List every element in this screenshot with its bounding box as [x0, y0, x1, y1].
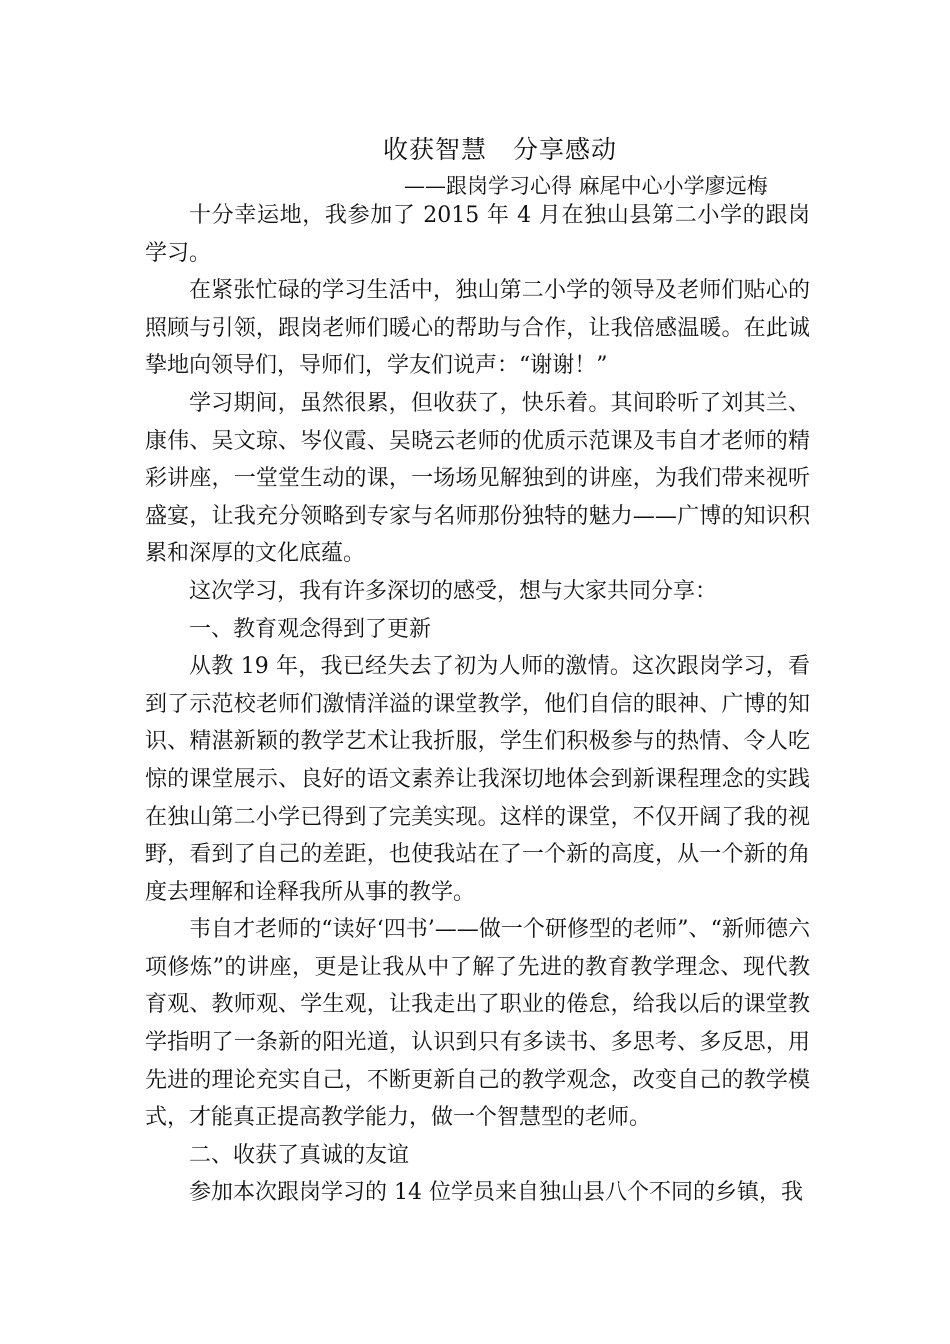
paragraph: 韦自才老师的“读好‘四书’——做一个研修型的老师”、“新师德六项修炼”的讲座，更是让我从中了解了先进的教育教学理念、现代教育观、教师观、学生观，让我走出了职业的倦怠，给我以后的课堂教学指明了一条新的阳光道，认识到只有多读书、多思考、多反思，用先进的理论充实自己，不断更新自己的教学观念，改变自己的教学模式，才能真正提高教学能力，做一个智慧型的老师。 — [145, 917, 810, 1131]
document-title: 收获智慧 分享感动 — [382, 135, 617, 164]
paragraph: 参加本次跟岗学习的 14 位学员来自独山县八个不同的乡镇，我 — [189, 1180, 803, 1206]
paragraph: 这次学习，我有许多深切的感受，想与大家共同分享： — [189, 578, 718, 604]
paragraph: 从教 19 年，我已经失去了初为人师的激情。这次跟岗学习，看到了示范校老师们激情洋溢的课堂教学，他们自信的眼神、广博的知识、精湛新颖的教学艺术让我折服，学生们积极参与的热情、令人吃惊的课堂展示、良好的语文素养让我深切地体会到新课程理念的实践在独山第二小学已得到了完美实现。这样的课堂，不仅开阔了我的视野，看到了自己的差距，也使我站在了一个新的高度，从一个新的角度去理解和诠释我所从事的教学。 — [145, 654, 810, 905]
section-heading: 一、教育观念得到了更新 — [189, 616, 432, 642]
paragraph: 在紧张忙碌的学习生活中，独山第二小学的领导及老师们贴心的照顾与引领，跟岗老师们暖心的帮助与合作，让我倍感温暖。在此诚挚地向领导们，导师们，学友们说声：“谢谢！” — [145, 278, 810, 379]
document-subtitle: ——跟岗学习心得 麻尾中心小学廖远梅 — [404, 174, 768, 198]
paragraph: 十分幸运地，我参加了 2015 年 4 月在独山县第二小学的跟岗学习。 — [145, 203, 810, 266]
section-heading: 二、收获了真诚的友谊 — [189, 1142, 410, 1168]
document-body — [145, 197, 810, 1212]
paragraph: 学习期间，虽然很累，但收获了，快乐着。其间聆听了刘其兰、康伟、吴文琼、岑仪霞、吴晓云老师的优质示范课及韦自才老师的精彩讲座，一堂堂生动的课，一场场见解独到的讲座，为我们带来视听盛宴，让我充分领略到专家与名师那份独特的魅力——广博的知识积累和深厚的文化底蕴。 — [145, 390, 810, 567]
